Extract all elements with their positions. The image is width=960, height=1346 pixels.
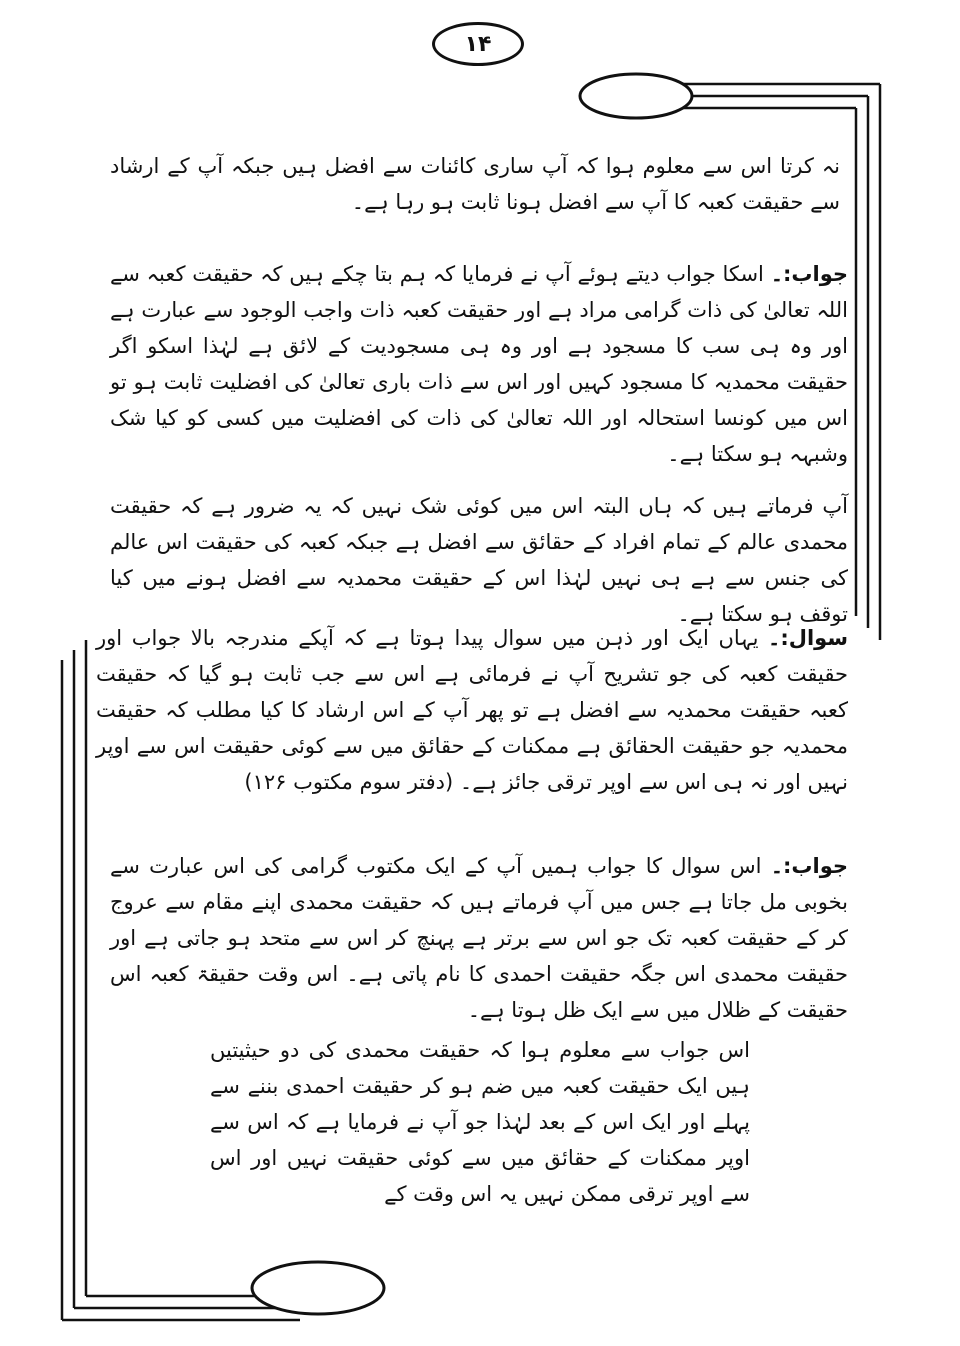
answer-label-2: جواب:۔ bbox=[770, 854, 848, 878]
paragraph-2-text: اسکا جواب دیتے ہوئے آپ نے فرمایا کہ ہم بتا چکے ہیں کہ حقیقت کعبہ سے اللہ تعالیٰ کی ذات گرامی مراد ہے اور حقیقت کعبہ ذات واجب الوجود سے عبارت ہے اور وہ ہی سب کا مسجود ہے اور وہ ہی مسجودیت کے لائق ہے لہٰذا اسکو اگر حقیقت محمدیہ کا مسجود کہیں اور اس سے ذات باری تعالیٰ کی افضلیت ثابت ہو تو اس میں کونسا استحالہ اور اللہ تعالیٰ کی ذات کی افضلیت میں کسی کو کیا شک وشبہہ ہو سکتا ہے۔ bbox=[110, 262, 848, 466]
answer-label: جواب:۔ bbox=[770, 262, 848, 286]
paragraph-6-text: اس جواب سے معلوم ہوا کہ حقیقت محمدی کی دو حیثیتیں ہیں ایک حقیقت کعبہ میں ضم ہو کر حقیقت احمدی بننے سے پہلے اور ایک اس کے بعد لہٰذا جو آپ نے فرمایا ہے کہ اس سے اوپر ممکنات کے حقائق میں سے کوئی حقیقت نہیں اور اس سے اوپر ترقی ممکن نہیں یہ اس وقت کے bbox=[210, 1038, 750, 1206]
paragraph-3-text: آپ فرماتے ہیں کہ ہاں البتہ اس میں کوئی شک نہیں کہ یہ ضرور ہے کہ حقیقت محمدی عالم کے تمام افراد کے حقائق سے افضل ہے جبکہ کعبہ کی حقیقت اس عالم کی جنس سے ہے ہی نہیں لہٰذا اس کے حقیقت محمدیہ سے افضل ہونے میں کیا توقف ہو سکتا ہے۔ bbox=[110, 494, 848, 626]
question-label: سوال:۔ bbox=[768, 626, 848, 650]
paragraph-4-text: یہاں ایک اور ذہن میں سوال پیدا ہوتا ہے کہ آپکے مندرجہ بالا جواب اور حقیقت کعبہ کی جو تشریح آپ نے فرمائی ہے اس سے جب ثابت ہو گیا کہ حقیقت کعبہ حقیقت محمدیہ سے افضل ہے تو پھر آپ کے اس ارشاد کا کیا مطلب کہ حقیقت محمدیہ جو حقیقت الحقائق ہے ممکنات کے حقائق میں سے کوئی حقیقت اس سے اوپر نہیں اور نہ ہی اس سے اوپر ترقی جائز ہے۔ (دفتر سوم مکتوب ۱۲۶) bbox=[96, 626, 848, 794]
paragraph-2 bbox=[110, 256, 848, 472]
page-number bbox=[432, 22, 524, 66]
page-number-text: ۱۴ bbox=[464, 31, 492, 57]
paragraph-6 bbox=[210, 1032, 750, 1212]
paragraph-4 bbox=[96, 620, 848, 800]
paragraph-1 bbox=[110, 148, 840, 220]
paragraph-1-text: نہ کرتا اس سے معلوم ہوا کہ آپ ساری کائنات سے افضل ہیں جبکہ آپ کے ارشاد سے حقیقت کعبہ کا آپ سے افضل ہونا ثابت ہو رہا ہے۔ bbox=[110, 154, 840, 214]
paragraph-5-text: اس سوال کا جواب ہمیں آپ کے ایک مکتوب گرامی کی اس عبارت سے بخوبی مل جاتا ہے جس میں آپ فرماتے ہیں کہ حقیقت محمدی اپنے مقام سے عروج کر کے حقیقت کعبہ تک جو اس سے برتر ہے پہنچ کر اس سے متحد ہو جاتی ہے اور حقیقت محمدی اس جگہ حقیقت احمدی کا نام پاتی ہے۔ اس وقت حقیقۃ کعبہ اس حقیقت کے ظلال میں سے ایک ظل ہوتا ہے۔ bbox=[110, 854, 848, 1022]
paragraph-3 bbox=[110, 488, 848, 632]
paragraph-5 bbox=[110, 848, 848, 1028]
